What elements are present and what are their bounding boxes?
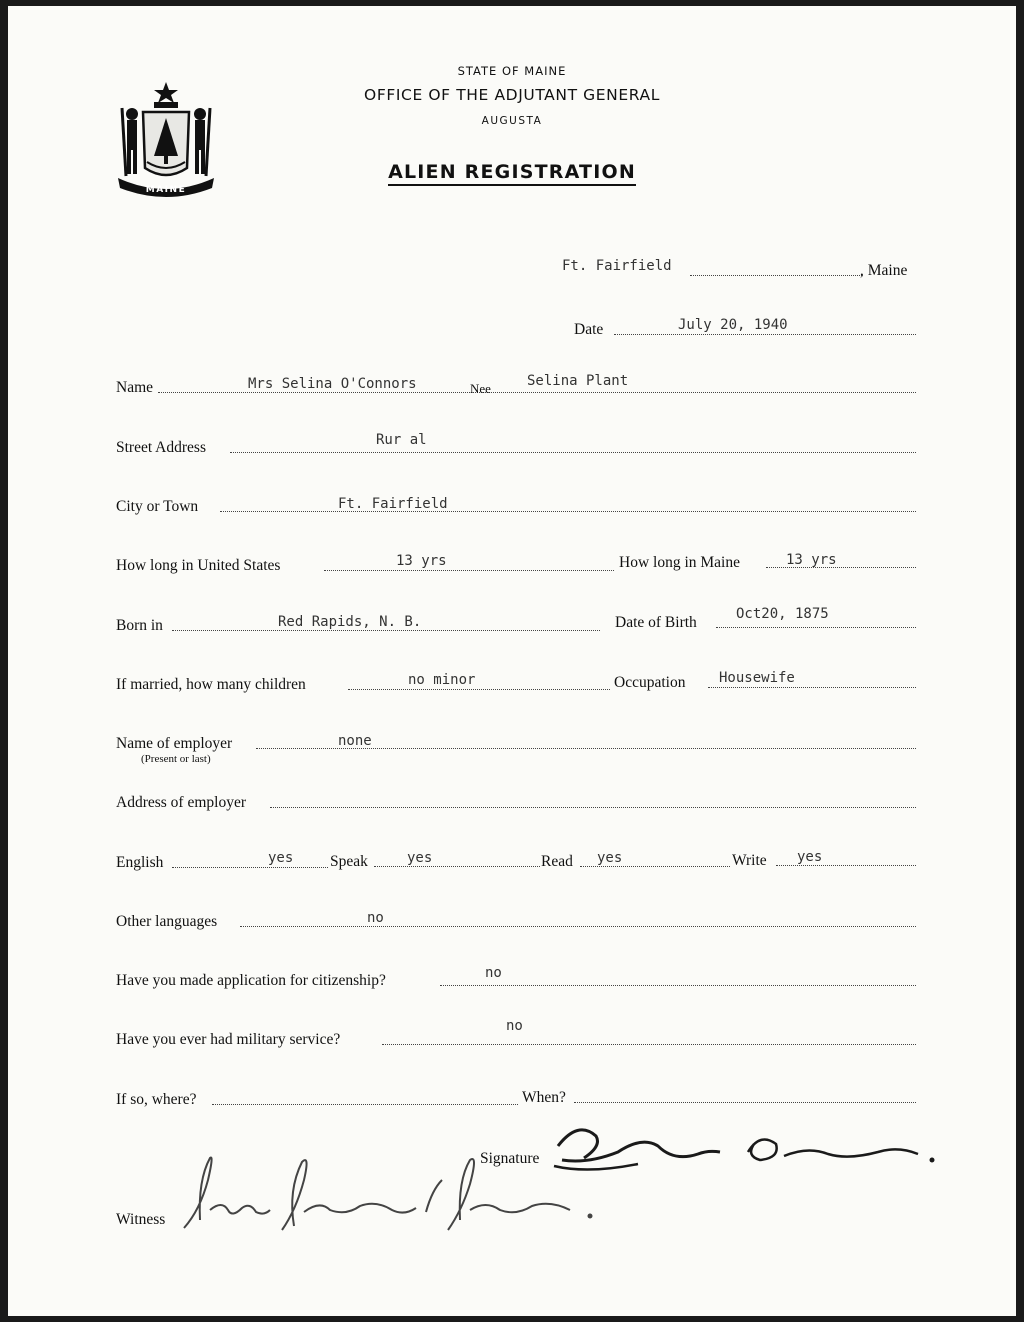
where-dots bbox=[212, 1104, 518, 1105]
read-value: yes bbox=[597, 850, 623, 866]
svg-text:MAINE: MAINE bbox=[145, 185, 187, 195]
city-value: Ft. Fairfield bbox=[338, 496, 448, 512]
children-value: no minor bbox=[408, 672, 476, 688]
english-label: English bbox=[116, 854, 164, 871]
form-title bbox=[0, 161, 1024, 183]
nee-label: Nee bbox=[470, 381, 491, 396]
occupation-dots bbox=[708, 687, 916, 688]
employer-address-dots bbox=[270, 807, 916, 808]
city-dots bbox=[220, 511, 916, 512]
name-dots bbox=[158, 392, 916, 393]
nee-value: Selina Plant bbox=[527, 373, 629, 389]
other-languages-dots bbox=[240, 926, 916, 927]
dob-dots bbox=[716, 627, 916, 628]
dob-value: Oct20, 1875 bbox=[736, 606, 829, 622]
military-label: Have you ever had military service? bbox=[116, 1031, 341, 1048]
header-office: OFFICE OF THE ADJUTANT GENERAL bbox=[364, 86, 660, 104]
dob-label: Date of Birth bbox=[615, 614, 697, 631]
speak-label: Speak bbox=[330, 853, 368, 870]
place-dots bbox=[690, 275, 862, 276]
form-title-text: ALIEN REGISTRATION bbox=[388, 161, 636, 186]
when-dots bbox=[574, 1102, 916, 1103]
citizenship-value: no bbox=[485, 965, 502, 981]
header-state: STATE OF MAINE bbox=[457, 64, 567, 78]
me-time-value: 13 yrs bbox=[786, 552, 837, 568]
me-time-label: How long in Maine bbox=[619, 554, 740, 571]
read-dots bbox=[580, 866, 730, 867]
born-label: Born in bbox=[116, 617, 163, 634]
employer-note: (Present or last) bbox=[141, 753, 211, 765]
write-label: Write bbox=[732, 852, 767, 869]
date-dots bbox=[614, 334, 916, 335]
street-value: Rur al bbox=[376, 432, 427, 448]
place-town-value: Ft. Fairfield bbox=[562, 258, 672, 274]
other-languages-label: Other languages bbox=[116, 913, 218, 930]
english-dots bbox=[172, 867, 328, 868]
place-state-label: , Maine bbox=[860, 262, 908, 279]
speak-dots bbox=[374, 866, 540, 867]
city-label: City or Town bbox=[116, 498, 199, 515]
read-label: Read bbox=[541, 853, 573, 870]
employer-label: Name of employer bbox=[116, 735, 233, 752]
born-value: Red Rapids, N. B. bbox=[278, 614, 422, 630]
date-value: July 20, 1940 bbox=[678, 317, 788, 333]
other-languages-value: no bbox=[367, 910, 384, 926]
employer-value: none bbox=[338, 733, 372, 749]
applicant-signature bbox=[548, 1116, 948, 1176]
street-label: Street Address bbox=[116, 439, 206, 456]
name-value: Mrs Selina O'Connors bbox=[248, 376, 417, 392]
employer-address-label: Address of employer bbox=[116, 794, 246, 811]
children-dots bbox=[348, 689, 610, 690]
date-label: Date bbox=[574, 321, 604, 338]
citizenship-dots bbox=[440, 985, 916, 986]
witness-label: Witness bbox=[116, 1211, 166, 1228]
citizenship-label: Have you made application for citizenship? bbox=[116, 972, 386, 989]
witness-signature bbox=[170, 1150, 600, 1236]
occupation-label: Occupation bbox=[614, 674, 686, 691]
signature-label: Signature bbox=[480, 1150, 540, 1167]
where-label: If so, where? bbox=[116, 1091, 197, 1108]
us-time-value: 13 yrs bbox=[396, 553, 447, 569]
write-dots bbox=[776, 865, 916, 866]
military-value: no bbox=[506, 1018, 523, 1034]
street-dots bbox=[230, 452, 916, 453]
us-time-label: How long in United States bbox=[116, 557, 281, 574]
header-city: AUGUSTA bbox=[481, 115, 543, 127]
name-label: Name bbox=[116, 379, 154, 396]
us-time-dots bbox=[324, 570, 614, 571]
write-value: yes bbox=[797, 849, 823, 865]
occupation-value: Housewife bbox=[719, 670, 795, 686]
born-dots bbox=[172, 630, 600, 631]
when-label: When? bbox=[522, 1089, 566, 1106]
children-label: If married, how many children bbox=[116, 676, 306, 693]
speak-value: yes bbox=[407, 850, 433, 866]
english-value: yes bbox=[268, 850, 294, 866]
military-dots bbox=[382, 1044, 916, 1045]
